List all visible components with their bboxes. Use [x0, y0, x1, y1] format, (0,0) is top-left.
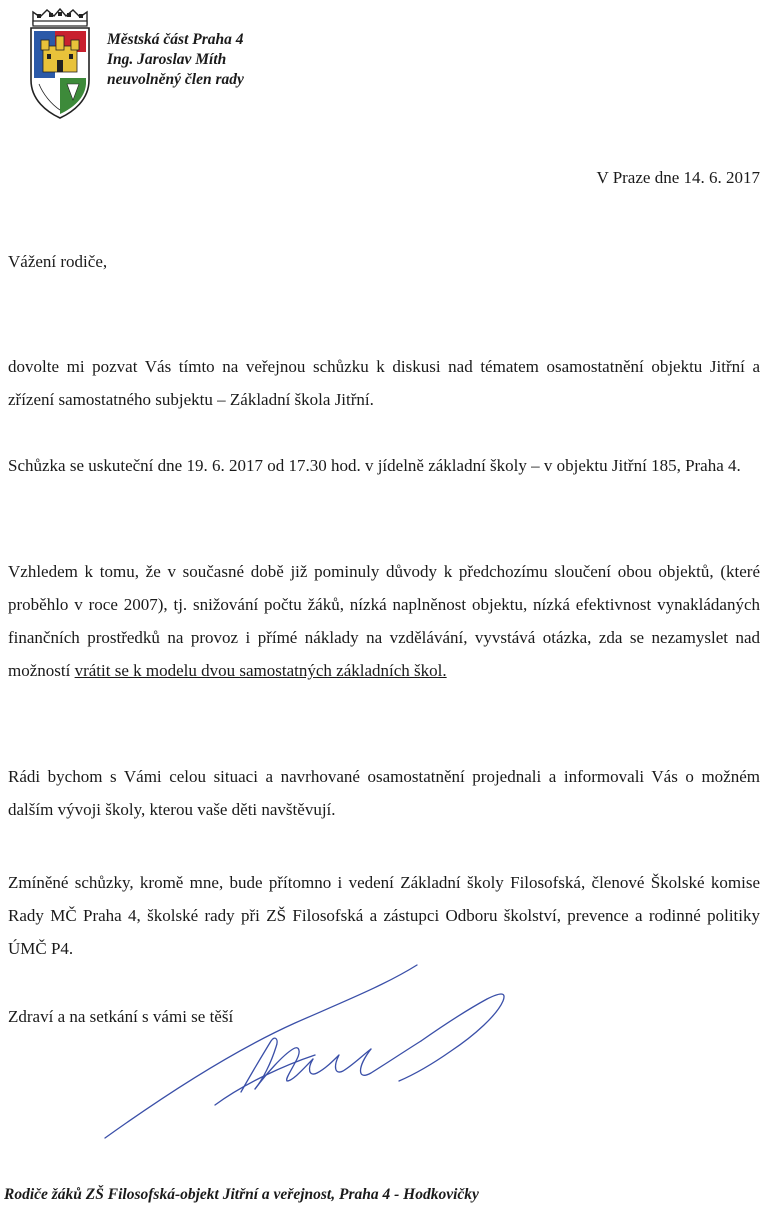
issuer-line-office: Městská část Praha 4: [107, 31, 244, 48]
paragraph-background-text: Vzhledem k tomu, že v současné době již pominuly důvody k předchozímu sloučení obou objektů, (které proběhlo v roce 2007), tj. snižování počtu žáků, nízká naplněnost objektu, nízká efektivnost vynakládaných finančních prostředků na provoz i přímé náklady na vzdělávání, vyvstává otázka, zda se nezamyslet nad možností: [8, 562, 760, 680]
letter-date: V Praze dne 14. 6. 2017: [596, 168, 760, 187]
handwritten-signature: [95, 955, 555, 1145]
salutation: Vážení rodiče,: [8, 252, 108, 271]
paragraph-attendees: Zmíněné schůzky, kromě mne, bude přítomno i vedení Základní školy Filosofská, členové Školské komise Rady MČ Praha 4, školské rady při ZŠ Filosofská a zástupci Odboru školství, prevence a rodinné politiky ÚMČ P4.: [8, 873, 760, 958]
issuer-line-role: neuvolněný člen rady: [107, 71, 244, 88]
closing-line: Zdraví a na setkání s vámi se těší: [8, 1007, 234, 1026]
coat-of-arms-logo: [27, 8, 93, 120]
paragraph-background: [8, 555, 760, 687]
recipient-footer: Rodiče žáků ZŠ Filosofská-objekt Jitřní a veřejnost, Praha 4 - Hodkovičky: [4, 1186, 479, 1203]
paragraph-discussion: Rádi bychom s Vámi celou situaci a navrhované osamostatnění projednali a informovali Vás o možném dalším vývoji školy, kterou vaše děti navštěvují.: [8, 767, 760, 819]
paragraph-invitation: dovolte mi pozvat Vás tímto na veřejnou schůzku k diskusi nad tématem osamostatnění objektu Jitřní a zřízení samostatného subjektu – Základní škola Jitřní.: [8, 357, 760, 409]
paragraph-background-underlined: vrátit se k modelu dvou samostatných základních škol.: [74, 661, 447, 680]
issuer-line-name: Ing. Jaroslav Míth: [107, 51, 227, 68]
issuer-block: [107, 30, 244, 90]
paragraph-meeting-details: Schůzka se uskuteční dne 19. 6. 2017 od 17.30 hod. v jídelně základní školy – v objektu Jitřní 185, Praha 4.: [8, 456, 741, 475]
